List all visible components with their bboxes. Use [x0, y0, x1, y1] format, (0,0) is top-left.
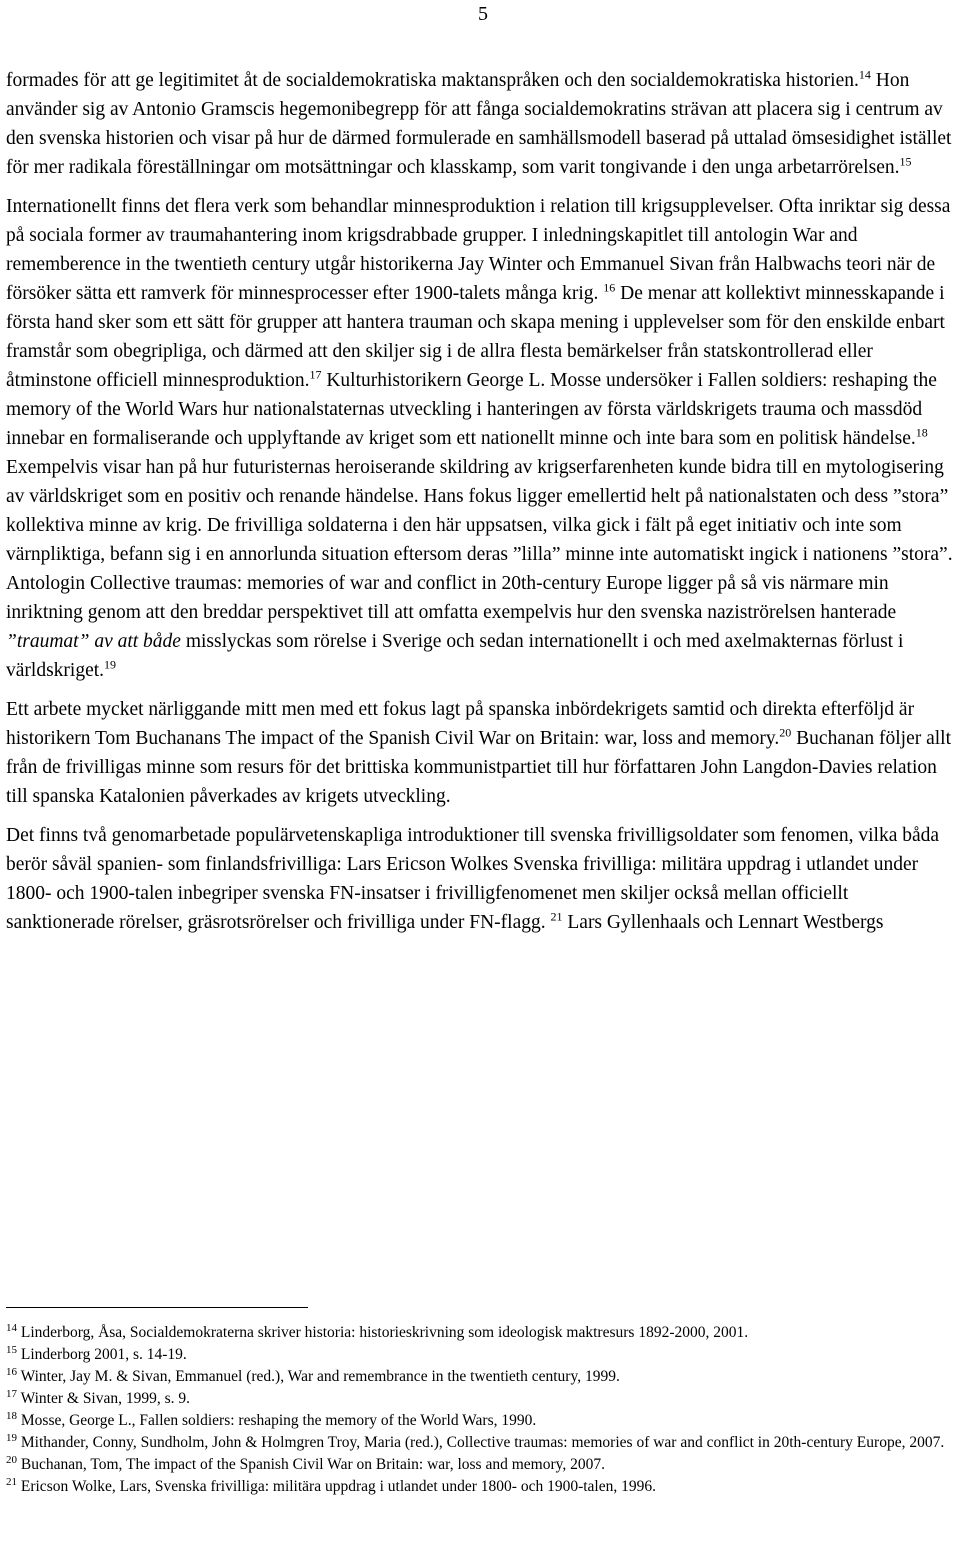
- footnote: [6, 1322, 956, 1344]
- text-run: Ett arbete mycket närliggande mitt men med ett fokus lagt på spanska inbördekrigets samtid och direkta efterföljd är historikern Tom Buchanans The impact of the Spanish Civil War on Britain: war, loss and memory.: [6, 699, 915, 749]
- text-run: misslyckas som rörelse i Sverige och sedan internationellt i och med axelmakternas förlust i världskriget.: [6, 631, 904, 681]
- paragraph: [6, 192, 956, 685]
- footnote: [6, 1432, 956, 1454]
- text-run: Buchanan följer allt från de frivilligas minne som resurs för det brittiska kommunistpartiet till hur författaren John Langdon-Davies relation till spanska Katalonien påverkades av krigets utveckling.: [6, 728, 952, 807]
- footnote-text: Winter & Sivan, 1999, s. 9.: [17, 1390, 191, 1407]
- footnote-text: Linderborg 2001, s. 14-19.: [17, 1346, 187, 1363]
- footnote-text: Linderborg, Åsa, Socialdemokraterna skriver historia: historieskrivning som ideologisk maktresurs 1892-2000, 2001.: [17, 1324, 749, 1341]
- footnote-text: Winter, Jay M. & Sivan, Emmanuel (red.), War and remembrance in the twentieth century, 1999.: [17, 1368, 620, 1385]
- footnote-text: Mosse, George L., Fallen soldiers: reshaping the memory of the World Wars, 1990.: [17, 1412, 537, 1429]
- text-run: Kulturhistorikern George L. Mosse undersöker i Fallen soldiers: reshaping the memory of the World Wars hur nationalstaternas utveckling i hanteringen av första världskrigets trauma och massdöd innebar en formaliserande och upplyftande av kriget som ett nationellt minne och inte bara som en politisk händelse.: [6, 370, 937, 449]
- paragraph: [6, 821, 956, 937]
- footnote-number: 16: [6, 1365, 17, 1378]
- emphasized-text: ”traumat” av att både: [6, 631, 181, 652]
- footnote: [6, 1410, 956, 1432]
- footnote-number: 19: [6, 1431, 17, 1444]
- text-run: Det finns två genomarbetade populärvetenskapliga introduktioner till svenska frivilligsoldater som fenomen, vilka båda berör såväl spanien- som finlandsfrivilliga: Lars Ericson Wolkes Svenska frivilliga: militära uppdrag i utlandet under 1800- och 1900-talen inbegriper svenska FN-insatser i frivilligfenomenet men skiljer också mellan officiellt sanktionerade rörelser, gräsrotsrörelser och frivilliga under FN-flagg.: [6, 825, 940, 933]
- footnote-text: Mithander, Conny, Sundholm, John & Holmgren Troy, Maria (red.), Collective traumas: memories of war and conflict in 20th-century Europe, 2007.: [17, 1434, 945, 1451]
- footnote-text: Buchanan, Tom, The impact of the Spanish Civil War on Britain: war, loss and memory, 2007.: [17, 1456, 605, 1473]
- text-run: Exempelvis visar han på hur futuristernas heroiserande skildring av krigserfarenheten kunde bidra till en mytologisering av världskriget som en positiv och renande händelse. Hans fokus ligger emellertid helt på nationalstaten och dess ”stora” kollektiva minne av krig. De frivilliga soldaterna i den här uppsatsen, vilka gick i fält på eget initiativ och inte som värnpliktiga, befann sig i en annorlunda situation eftersom deras ”lilla” minne inte automatiskt ingick i nationens ”stora”. Antologin Collective traumas: memories of war and conflict in 20th-century Europe ligger på så vis närmare min inriktning genom att den breddar perspektivet till att omfatta exempelvis hur den svenska naziströrelsen hanterade: [6, 457, 953, 623]
- paragraph: [6, 66, 956, 182]
- footnote-ref: 18: [915, 425, 928, 440]
- footnote-number: 20: [6, 1453, 17, 1466]
- footnote-number: 17: [6, 1387, 17, 1400]
- paragraph: [6, 695, 956, 811]
- footnote-ref: 21: [550, 909, 563, 924]
- footnote: [6, 1454, 956, 1476]
- footnote-ref: 16: [603, 280, 616, 295]
- text-run: Internationellt finns det flera verk som behandlar minnesproduktion i relation till krigsupplevelser. Ofta inriktar sig dessa på sociala former av traumahantering inom krigsdrabbade grupper. I inledningskapitlet till antologin War and rememberence in the twentieth century utgår historikerna Jay Winter och Emmanuel Sivan från Halbwachs teori när de försöker sätta ett ramverk för minnesprocesser efter 1900-talets många krig.: [6, 196, 951, 304]
- footnote-number: 18: [6, 1409, 17, 1422]
- text-run: formades för att ge legitimitet åt de socialdemokratiska maktanspråken och den socialdemokratiska historien.: [6, 70, 859, 91]
- page-number: 5: [478, 3, 488, 25]
- body-text: [6, 66, 956, 947]
- footnote-text: Ericson Wolke, Lars, Svenska frivilliga: militära uppdrag i utlandet under 1800- och 1900-talen, 1996.: [17, 1478, 656, 1495]
- footnote-ref: 19: [104, 657, 117, 672]
- text-run: Lars Gyllenhaals och Lennart Westbergs: [562, 912, 884, 933]
- text-run: De menar att kollektivt minnesskapande i första hand sker som ett sätt för grupper att hantera trauman och skapa mening i upplevelser som för den enskilde enbart framstår som obegripliga, och därmed att den skiljer sig i de allra flesta bemärkelser från statskontrollerad eller åtminstone officiell minnesproduktion.: [6, 283, 945, 391]
- footnote-ref: 14: [858, 67, 871, 82]
- footnote-ref: 15: [899, 154, 912, 169]
- footnotes: [6, 1322, 956, 1498]
- footnote-ref: 17: [309, 367, 322, 382]
- footnote-divider: [6, 1307, 308, 1308]
- footnote: [6, 1366, 956, 1388]
- footnote-number: 21: [6, 1475, 17, 1488]
- footnote-number: 14: [6, 1321, 17, 1334]
- footnote: [6, 1344, 956, 1366]
- footnote-ref: 20: [779, 725, 792, 740]
- footnote: [6, 1388, 956, 1410]
- footnote: [6, 1476, 956, 1498]
- footnote-number: 15: [6, 1343, 17, 1356]
- text-run: Hon använder sig av Antonio Gramscis hegemonibegrepp för att fånga socialdemokratins strävan att placera sig i centrum av den svenska historien och visar på hur de därmed formulerade en samhällsmodell baserad på uttalad ömsesidighet istället för mer radikala föreställningar om motsättningar och klasskamp, som varit tongivande i den unga arbetarrörelsen.: [6, 70, 952, 178]
